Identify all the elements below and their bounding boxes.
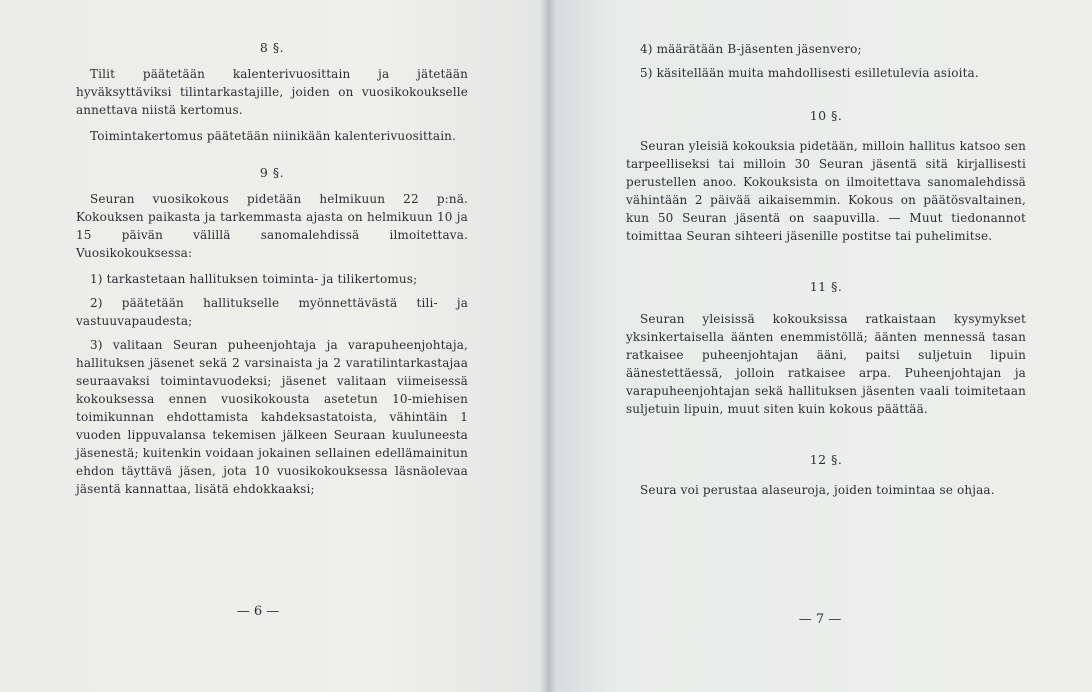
page-number-left: — 6 — — [236, 604, 280, 619]
right-page-text — [626, 40, 1026, 499]
left-page-text — [76, 40, 468, 498]
section-heading-9: 9 §. — [259, 165, 285, 180]
list-item-4: 4) määrätään B-jäsenten jäsenvero; — [640, 42, 862, 56]
paragraph-activity-report: Toimintakertomus päätetään niinikään kalenterivuosittain. — [90, 129, 457, 143]
section-heading-10: 10 §. — [809, 108, 843, 123]
list-item-3: 3) valitaan Seuran puheenjohtaja ja varapuheenjohtaja, hallituksen jäsenet sekä 2 varsinaista ja 2 varatilintarkastajaa seuraavaksi toimintavuodeksi; jäsenet valitaan viimeisessä kokouksessa ennen vuosikokousta asetetun 10-miehisen toimikunnan ehdottamista kahdeksastatoista, vähintäin 1 vuoden lippuvalansa tekemisen jälkeen Seuraan kuuluneesta jäsenestä; kuitenkin voidaan jokainen sellainen edellämainitun ehdon täyttävä jäsen, jota 10 vuosikokouksessa läsnäolevaa jäsentä kannattaa, lisätä ehdokkaaksi; — [76, 338, 468, 496]
list-item-1: 1) tarkastetaan hallituksen toiminta- ja tilikertomus; — [90, 272, 418, 286]
book-gutter-shadow — [540, 0, 556, 692]
paragraph-general-meetings: Seuran yleisiä kokouksia pidetään, milloin hallitus katsoo sen tarpeelliseksi tai milloin 30 Seuran jäsentä sitä kirjallisesti perustellen anoo. Kokouksista on ilmoitettava sanomalehdissä vähintään 2 päivää aikaisemmin. Kokous on päätösvaltainen, kun 50 Seuran jäsentä on saapuvilla. — Muut tiedonannot toimittaa Seuran sihteeri jäsenille postitse tai puhelimitse. — [626, 139, 1026, 243]
page-number-right: — 7 — — [798, 612, 842, 627]
paragraph-voting: Seuran yleisissä kokouksissa ratkaistaan kysymykset yksinkertaisella äänten enemmistöllä; äänten mennessä tasan ratkaisee puheenjohtajan ääni, paitsi suljetuin lipuin äänestettäessä, jolloin ratkaisee arpa. Puheenjohtajan ja varapuheenjohtajan sekä hallituksen jäsenten vaali toimitetaan suljetuin lipuin, muut siten kuin kokous päättää. — [626, 312, 1026, 416]
section-heading-11: 11 §. — [809, 279, 843, 294]
section-heading-8: 8 §. — [259, 40, 285, 55]
paragraph-annual-meeting: Seuran vuosikokous pidetään helmikuun 22 p:nä. Kokouksen paikasta ja tarkemmasta ajasta on helmikuun 10 ja 15 päivän välillä sanomalehdissä ilmoitettava. Vuosikokouksessa: — [76, 192, 468, 260]
paragraph-accounts: Tilit päätetään kalenterivuosittain ja jätetään hyväksyttäviksi tilintarkastajille, joiden on vuosikokoukselle annettava niistä kertomus. — [76, 67, 468, 117]
section-heading-12: 12 §. — [809, 452, 843, 467]
list-item-2: 2) päätetään hallitukselle myönnettävästä tili- ja vastuuvapaudesta; — [76, 296, 468, 328]
paragraph-subclubs: Seura voi perustaa alaseuroja, joiden toimintaa se ohjaa. — [640, 483, 995, 497]
list-item-5: 5) käsitellään muita mahdollisesti esilletulevia asioita. — [640, 66, 979, 80]
right-page — [548, 0, 1092, 692]
